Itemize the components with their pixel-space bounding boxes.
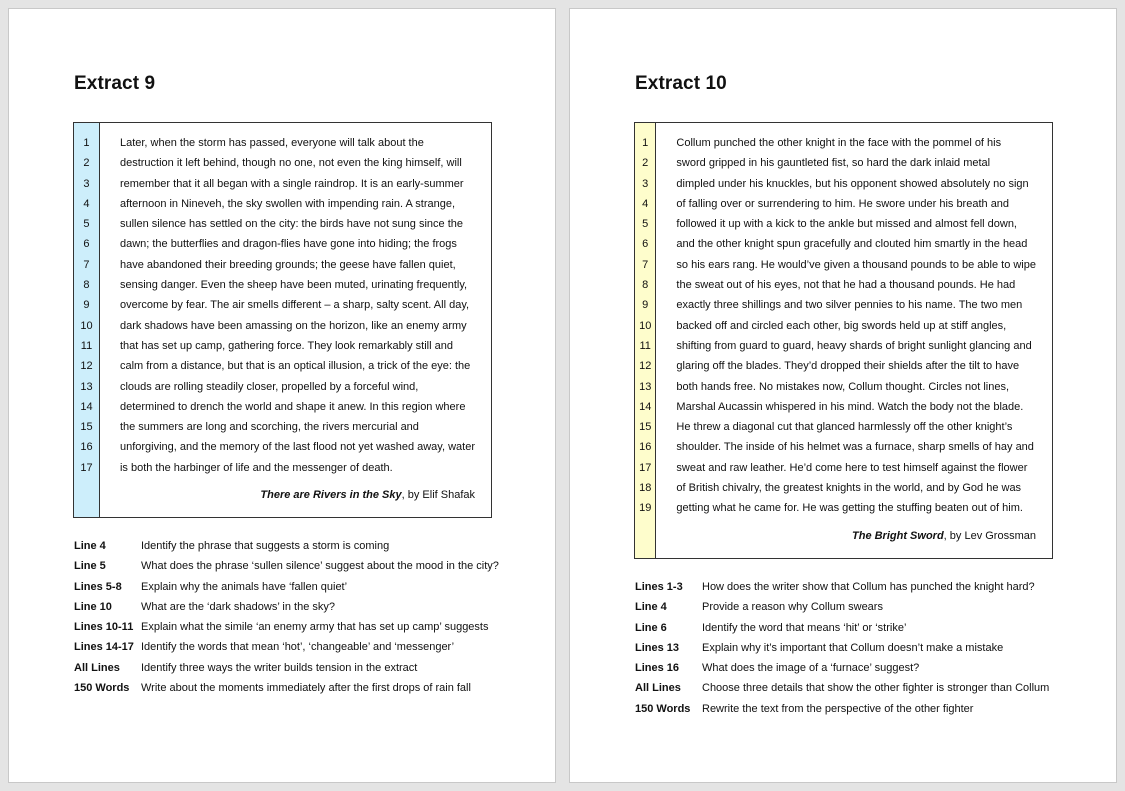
extract-line: and the other knight spun gracefully and clouted him smartly in the head — [676, 238, 1028, 251]
question-line-ref: All Lines — [74, 661, 120, 674]
extract-line: dimpled under his knuckles, but his opponent showed absolutely no sign — [676, 177, 1029, 190]
question-line-ref: Lines 10-11 — [74, 621, 134, 634]
extract-line: the summers are long and scorching, the rivers mercurial and — [119, 421, 419, 434]
line-number: 8 — [642, 279, 649, 292]
extract-line: dark shadows have been amassing on the horizon, like an enemy army — [119, 319, 467, 332]
question-text: Explain what the simile ‘an enemy army that has set up camp’ suggests — [141, 621, 489, 634]
extract-line: He threw a diagonal cut that glanced harmlessly off the other knight’s — [676, 421, 1013, 434]
extract-line: of falling over or surrendering to him. He swore under his breath and — [676, 197, 1010, 210]
extract-line: shoulder. The inside of his helmet was a furnace, sharp smells of hay and — [676, 441, 1034, 454]
extract-line: afternoon in Nineveh, the sky swollen with impending rain. A strange, — [119, 197, 456, 210]
extract-line: overcome by fear. The air smells different – a sharp, salty scent. All day, — [119, 299, 470, 312]
line-number: 13 — [80, 380, 93, 393]
extract-text — [100, 123, 491, 517]
line-number: 12 — [639, 360, 652, 373]
question-text: Rewrite the text from the perspective of the other fighter — [702, 702, 974, 715]
line-number: 5 — [642, 218, 649, 231]
question-line-ref: 150 Words — [74, 682, 130, 695]
line-number-gutter — [74, 123, 100, 517]
questions-list — [635, 577, 1049, 719]
book-title: There are Rivers in the Sky — [260, 489, 402, 502]
extract-line: followed it up with a kick to the ankle but missed and almost fell down, — [676, 218, 1017, 231]
extract-line: Collum punched the other knight in the face with the pommel of his — [676, 137, 1002, 149]
question-line-ref: All Lines — [635, 682, 681, 695]
line-number: 17 — [80, 461, 93, 474]
extract-line: shifting from guard to guard, heavy shards of bright sunlight glancing and — [676, 339, 1032, 352]
line-number: 12 — [80, 360, 93, 373]
extract-line: clouds are rolling steadily closer, propelled by a forceful wind, — [119, 380, 419, 393]
extract-line: Later, when the storm has passed, everyone will talk about the — [119, 137, 424, 149]
line-number: 14 — [80, 400, 93, 413]
extract-line: both hands free. No mistakes now, Collum thought. Circles not lines, — [676, 380, 1010, 393]
line-number: 3 — [83, 177, 90, 190]
source-credit — [120, 485, 475, 505]
question-text: How does the writer show that Collum has punched the knight hard? — [702, 581, 1035, 593]
question-line-ref: Line 10 — [74, 600, 112, 613]
line-number: 10 — [639, 319, 652, 332]
line-number: 16 — [639, 441, 652, 454]
question-row — [74, 536, 499, 556]
question-line-ref: Lines 13 — [635, 641, 680, 654]
line-number: 11 — [80, 339, 93, 352]
question-line-ref: Lines 16 — [635, 662, 680, 675]
question-line-ref: Lines 1-3 — [635, 581, 683, 593]
extract-title: Extract 10 — [635, 73, 727, 94]
page-extract-10 — [569, 8, 1117, 783]
extract-line: sweat and raw leather. He’d come here to test himself against the flower — [676, 461, 1028, 474]
question-text: Provide a reason why Collum swears — [702, 601, 883, 614]
line-number: 15 — [639, 421, 652, 434]
extract-line: destruction it left behind, though no one, not even the king himself, will — [119, 157, 462, 170]
question-text: What does the image of a ‘furnace’ suggest? — [702, 662, 920, 675]
line-number: 7 — [642, 258, 649, 271]
extract-line: of British chivalry, the greatest knights in the world, and by God he was — [676, 482, 1022, 495]
question-row — [635, 699, 1049, 719]
author: , by Lev Grossman — [943, 529, 1036, 542]
extract-line: backed off and circled each other, big swords held up at stiff angles, — [676, 319, 1007, 332]
extract-line: is both the harbinger of life and the messenger of death. — [119, 461, 393, 474]
extract-line: that has set up camp, gathering force. They look remarkably still and — [119, 339, 453, 352]
line-number: 4 — [83, 197, 90, 210]
extract-line: exactly three shillings and two silver pennies to his name. The two men — [676, 299, 1023, 312]
question-row — [74, 637, 499, 657]
extract-title: Extract 9 — [74, 73, 156, 94]
question-row — [74, 678, 499, 698]
question-row — [74, 556, 499, 576]
extract-line: getting what he came for. He was getting the stuffing beaten out of him. — [676, 502, 1023, 515]
extract-line: sullen silence has settled on the city: the birds have not sung since the — [119, 218, 463, 231]
extract-line: the sweat out of his eyes, not that he had a thousand pounds. He had — [676, 279, 1016, 292]
source-credit — [676, 526, 1036, 546]
extract-text — [656, 123, 1052, 558]
extract-line: determined to drench the world and shape it anew. In this region where — [119, 400, 466, 413]
question-line-ref: 150 Words — [635, 702, 691, 715]
line-number: 18 — [639, 482, 652, 495]
line-number: 2 — [642, 157, 649, 170]
question-text: Write about the moments immediately after the first drops of rain fall — [141, 682, 471, 695]
line-number: 14 — [639, 400, 652, 413]
question-text: What are the ‘dark shadows’ in the sky? — [141, 600, 336, 613]
line-number: 17 — [639, 461, 652, 474]
line-number: 9 — [642, 299, 649, 312]
line-number: 6 — [83, 238, 90, 251]
question-text: Identify the phrase that suggests a storm is coming — [141, 540, 390, 552]
question-line-ref: Line 6 — [635, 621, 667, 634]
question-text: Identify three ways the writer builds tension in the extract — [141, 661, 418, 674]
line-number: 1 — [642, 137, 649, 149]
question-line-ref: Line 4 — [74, 540, 106, 552]
question-text: What does the phrase ‘sullen silence’ suggest about the mood in the city? — [141, 560, 499, 573]
question-text: Identify the words that mean ‘hot’, ‘changeable’ and ‘messenger’ — [141, 641, 455, 654]
question-row — [74, 577, 499, 597]
line-number: 4 — [642, 197, 649, 210]
question-row — [74, 597, 499, 617]
extract-line: remember that it all began with a single raindrop. It is an early-summer — [119, 177, 464, 190]
extract-box — [73, 122, 492, 518]
line-number-gutter — [635, 123, 656, 558]
line-number: 7 — [83, 258, 90, 271]
extract-line: Marshal Aucassin whispered in his mind. Watch the body not the blade. — [676, 400, 1024, 413]
question-row — [635, 597, 1049, 617]
question-row — [635, 577, 1049, 597]
extract-line: calm from a distance, but that is an optical illusion, a trick of the eye: the — [119, 360, 471, 373]
question-row — [635, 638, 1049, 658]
question-row — [635, 658, 1049, 678]
question-text: Choose three details that show the other fighter is stronger than Collum — [702, 682, 1050, 695]
line-number: 3 — [642, 177, 649, 190]
question-row — [635, 618, 1049, 638]
line-number: 11 — [639, 339, 651, 352]
line-number: 9 — [83, 299, 90, 312]
line-number: 1 — [83, 137, 90, 149]
question-line-ref: Lines 5-8 — [74, 580, 122, 593]
extract-line: dawn; the butterflies and dragon-flies have gone into hiding; the frogs — [119, 238, 457, 251]
line-number: 6 — [642, 238, 649, 251]
line-number: 10 — [80, 319, 93, 332]
extract-line: sensing danger. Even the sheep have been muted, urinating frequently, — [119, 279, 468, 292]
question-row — [635, 678, 1049, 698]
line-number: 16 — [80, 441, 93, 454]
extract-line: so his ears rang. He would’ve given a thousand pounds to be able to wipe — [676, 258, 1036, 271]
question-text: Explain why the animals have ‘fallen quiet’ — [141, 580, 348, 593]
extract-line: glaring off the blades. They’d dropped their shields after the tilt to have — [676, 360, 1020, 373]
question-row — [74, 658, 499, 678]
questions-list — [74, 536, 499, 698]
line-number: 5 — [83, 218, 90, 231]
author: , by Elif Shafak — [401, 489, 475, 502]
question-line-ref: Line 5 — [74, 560, 106, 573]
line-number: 13 — [639, 380, 652, 393]
extract-box — [634, 122, 1053, 559]
line-number: 2 — [83, 157, 90, 170]
question-line-ref: Line 4 — [635, 601, 667, 614]
question-line-ref: Lines 14-17 — [74, 641, 134, 654]
question-text: Explain why it’s important that Collum doesn’t make a mistake — [702, 641, 1004, 654]
extract-line: have abandoned their breeding grounds; the geese have fallen quiet, — [119, 258, 456, 271]
line-number: 15 — [80, 421, 93, 434]
line-number: 19 — [639, 502, 652, 515]
question-text: Identify the word that means ‘hit’ or ‘strike’ — [702, 621, 907, 634]
extract-line: sword gripped in his gauntleted fist, so hard the dark inlaid metal — [676, 157, 991, 170]
line-number: 8 — [83, 279, 90, 292]
book-title: The Bright Sword — [852, 529, 944, 542]
extract-line: unforgiving, and the memory of the last flood not yet washed away, water — [119, 441, 475, 454]
page-extract-9 — [8, 8, 556, 783]
question-row — [74, 617, 499, 637]
